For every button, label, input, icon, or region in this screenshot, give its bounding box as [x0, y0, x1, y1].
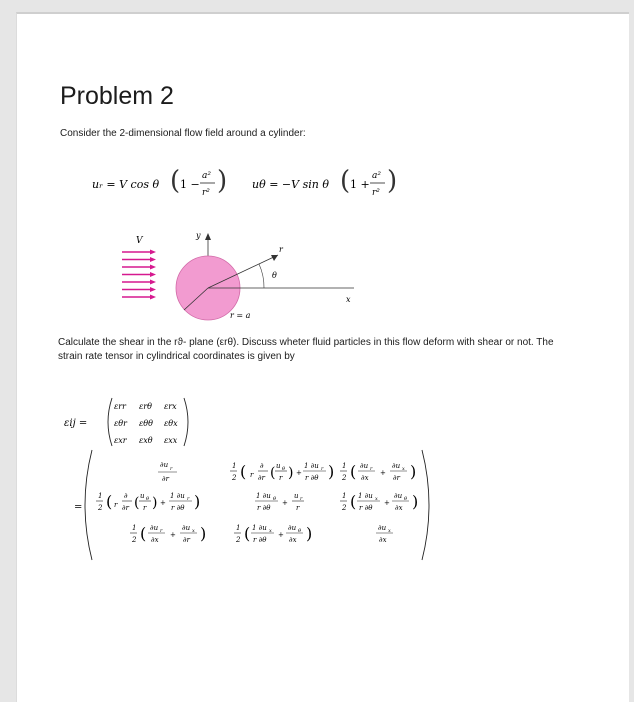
svg-text:r ∂θ: r ∂θ	[253, 536, 267, 544]
flow-arrowhead	[150, 295, 156, 300]
symbolic-left-paren	[108, 398, 112, 446]
flow-arrowhead	[150, 250, 156, 255]
svg-text:θ: θ	[404, 496, 408, 502]
svg-text:1 ∂u: 1 ∂u	[170, 492, 185, 500]
svg-text:1: 1	[342, 492, 347, 500]
svg-text:r ∂θ: r ∂θ	[257, 504, 271, 512]
r-vector-label: r	[279, 245, 283, 254]
svg-text:θ: θ	[146, 496, 150, 502]
expanded-right-paren	[422, 450, 429, 560]
svg-text:∂r: ∂r	[258, 474, 265, 482]
theta-arc	[259, 264, 264, 288]
svg-text:∂x: ∂x	[379, 536, 387, 544]
svg-text:(: (	[106, 492, 113, 511]
radius-label: r = a	[230, 311, 251, 320]
eps-rx: εrx	[164, 402, 177, 411]
svg-text:+: +	[384, 499, 390, 507]
svg-text:x: x	[192, 528, 195, 534]
svg-text:(: (	[240, 462, 247, 481]
velocity-label: V	[136, 236, 143, 246]
ut-lhs: uθ = −V sin θ	[252, 178, 329, 191]
svg-text:2: 2	[132, 536, 137, 544]
svg-text:r: r	[296, 504, 300, 512]
svg-text:): )	[306, 524, 313, 543]
svg-text:+: +	[170, 531, 176, 539]
flow-arrowhead	[150, 280, 156, 285]
expanded-left-paren	[85, 450, 92, 560]
svg-text:∂u: ∂u	[360, 462, 369, 470]
eps-rtheta: εrθ	[139, 402, 152, 411]
svg-text:+: +	[296, 469, 302, 477]
svg-text:(: (	[350, 492, 357, 511]
svg-text:r: r	[187, 496, 190, 502]
ut-frac-den: r²	[372, 188, 380, 198]
svg-text:r: r	[170, 466, 173, 472]
svg-text:1: 1	[132, 524, 137, 532]
svg-text:r: r	[160, 528, 163, 534]
svg-text:1 ∂u: 1 ∂u	[256, 492, 271, 500]
ur-frac-num: a²	[202, 171, 211, 181]
freestream-arrows	[122, 250, 156, 300]
svg-text:r ∂θ: r ∂θ	[171, 504, 185, 512]
ut-right-paren: )	[387, 166, 398, 196]
svg-text:r: r	[370, 466, 373, 472]
svg-text:): )	[200, 524, 207, 543]
svg-text:+: +	[380, 469, 386, 477]
svg-text:1 ∂u: 1 ∂u	[252, 524, 267, 532]
x-axis-label: x	[346, 295, 351, 304]
ur-paren-text: 1 −	[180, 178, 200, 191]
svg-text:): )	[412, 492, 419, 511]
svg-text:x: x	[375, 496, 378, 502]
svg-text:1: 1	[98, 492, 103, 500]
svg-text:+: +	[278, 531, 284, 539]
svg-text:2: 2	[232, 474, 237, 482]
expanded-row-1	[158, 461, 416, 483]
svg-text:∂x: ∂x	[151, 536, 159, 544]
svg-text:∂r: ∂r	[122, 504, 129, 512]
eps-rr: εrr	[114, 402, 126, 411]
svg-text:+: +	[282, 499, 288, 507]
svg-text:x: x	[388, 528, 391, 534]
velocity-equations	[0, 0, 634, 330]
svg-text:(: (	[140, 524, 147, 543]
y-axis-label: y	[196, 231, 201, 240]
svg-text:): )	[152, 495, 158, 511]
svg-text:∂u: ∂u	[394, 492, 403, 500]
svg-text:r ∂θ: r ∂θ	[305, 474, 319, 482]
svg-text:∂x: ∂x	[395, 504, 403, 512]
svg-text:r: r	[250, 471, 254, 479]
svg-text:r: r	[143, 504, 147, 512]
svg-text:∂u: ∂u	[378, 524, 387, 532]
svg-text:θ: θ	[298, 528, 302, 534]
svg-text:(: (	[270, 465, 276, 481]
expanded-row-2	[96, 492, 418, 512]
cylinder-figure	[122, 231, 354, 320]
strain-rate-tensor	[0, 380, 634, 680]
svg-text:u: u	[140, 492, 145, 500]
svg-text:∂u: ∂u	[150, 524, 159, 532]
svg-text:r: r	[300, 496, 303, 502]
svg-text:1: 1	[236, 524, 241, 532]
theta-label: θ	[272, 271, 277, 280]
svg-text:∂r: ∂r	[183, 536, 190, 544]
eps-xtheta: εxθ	[139, 436, 153, 445]
eps-xr: εxr	[114, 436, 127, 445]
eps-thetar: εθr	[114, 419, 127, 428]
ur-frac-den: r²	[202, 188, 210, 198]
svg-text:r: r	[321, 466, 324, 472]
expanded-row-3	[130, 524, 393, 544]
svg-text:+: +	[160, 499, 166, 507]
svg-text:): )	[328, 462, 335, 481]
flow-arrowhead	[150, 272, 156, 277]
svg-text:u: u	[276, 462, 281, 470]
intro-text: Consider the 2-dimensional flow field around a cylinder:	[60, 128, 306, 139]
svg-text:∂: ∂	[260, 462, 264, 470]
svg-text:1 ∂u: 1 ∂u	[358, 492, 373, 500]
ur-left-paren: (	[170, 166, 181, 196]
svg-text:(: (	[350, 462, 357, 481]
ur-right-paren: )	[217, 166, 228, 196]
flow-arrowhead	[150, 265, 156, 270]
svg-text:x: x	[402, 466, 405, 472]
svg-text:∂u: ∂u	[288, 524, 297, 532]
svg-text:2: 2	[236, 536, 241, 544]
svg-text:1: 1	[232, 462, 237, 470]
svg-text:∂x: ∂x	[361, 474, 369, 482]
flow-arrowhead	[150, 257, 156, 262]
y-axis-arrowhead	[205, 233, 211, 240]
flow-arrowhead	[150, 287, 156, 292]
svg-text:r: r	[279, 474, 283, 482]
svg-text:): )	[288, 465, 294, 481]
svg-text:∂: ∂	[124, 492, 128, 500]
eps-thetax: εθx	[164, 419, 178, 428]
problem-title: Problem 2	[60, 82, 174, 110]
svg-text:1 ∂u: 1 ∂u	[304, 462, 319, 470]
svg-text:x: x	[269, 528, 272, 534]
svg-text:∂u: ∂u	[392, 462, 401, 470]
ut-frac-num: a²	[372, 171, 381, 181]
svg-text:): )	[410, 462, 417, 481]
tensor-equals: =	[74, 502, 83, 513]
svg-text:1: 1	[342, 462, 347, 470]
svg-text:θ: θ	[282, 466, 286, 472]
eps-thetatheta: εθθ	[139, 419, 153, 428]
svg-text:u: u	[294, 492, 299, 500]
tensor-lhs: εij =	[64, 418, 88, 429]
eps-xx: εxx	[164, 436, 178, 445]
svg-text:(: (	[244, 524, 251, 543]
svg-text:θ: θ	[273, 496, 277, 502]
svg-text:2: 2	[98, 504, 103, 512]
svg-text:∂u: ∂u	[160, 461, 169, 469]
ut-left-paren: (	[340, 166, 351, 196]
svg-text:∂r: ∂r	[162, 475, 169, 483]
svg-text:∂x: ∂x	[289, 536, 297, 544]
svg-text:∂u: ∂u	[182, 524, 191, 532]
svg-text:r ∂θ: r ∂θ	[359, 504, 373, 512]
svg-text:(: (	[134, 495, 140, 511]
svg-text:∂r: ∂r	[393, 474, 400, 482]
svg-text:): )	[194, 492, 201, 511]
svg-text:r: r	[114, 501, 118, 509]
svg-text:2: 2	[342, 474, 347, 482]
symbolic-right-paren	[184, 398, 188, 446]
svg-text:2: 2	[342, 504, 347, 512]
problem-description: Calculate the shear in the rϑ- plane (εrθ). Discuss wheter fluid particles in this flow deform with shear or not. The strain rate tensor in cylindrical coordinates is given by	[58, 337, 554, 362]
ut-paren-text: 1 +	[350, 178, 370, 191]
ur-lhs: uᵣ = V cos θ	[92, 178, 160, 191]
